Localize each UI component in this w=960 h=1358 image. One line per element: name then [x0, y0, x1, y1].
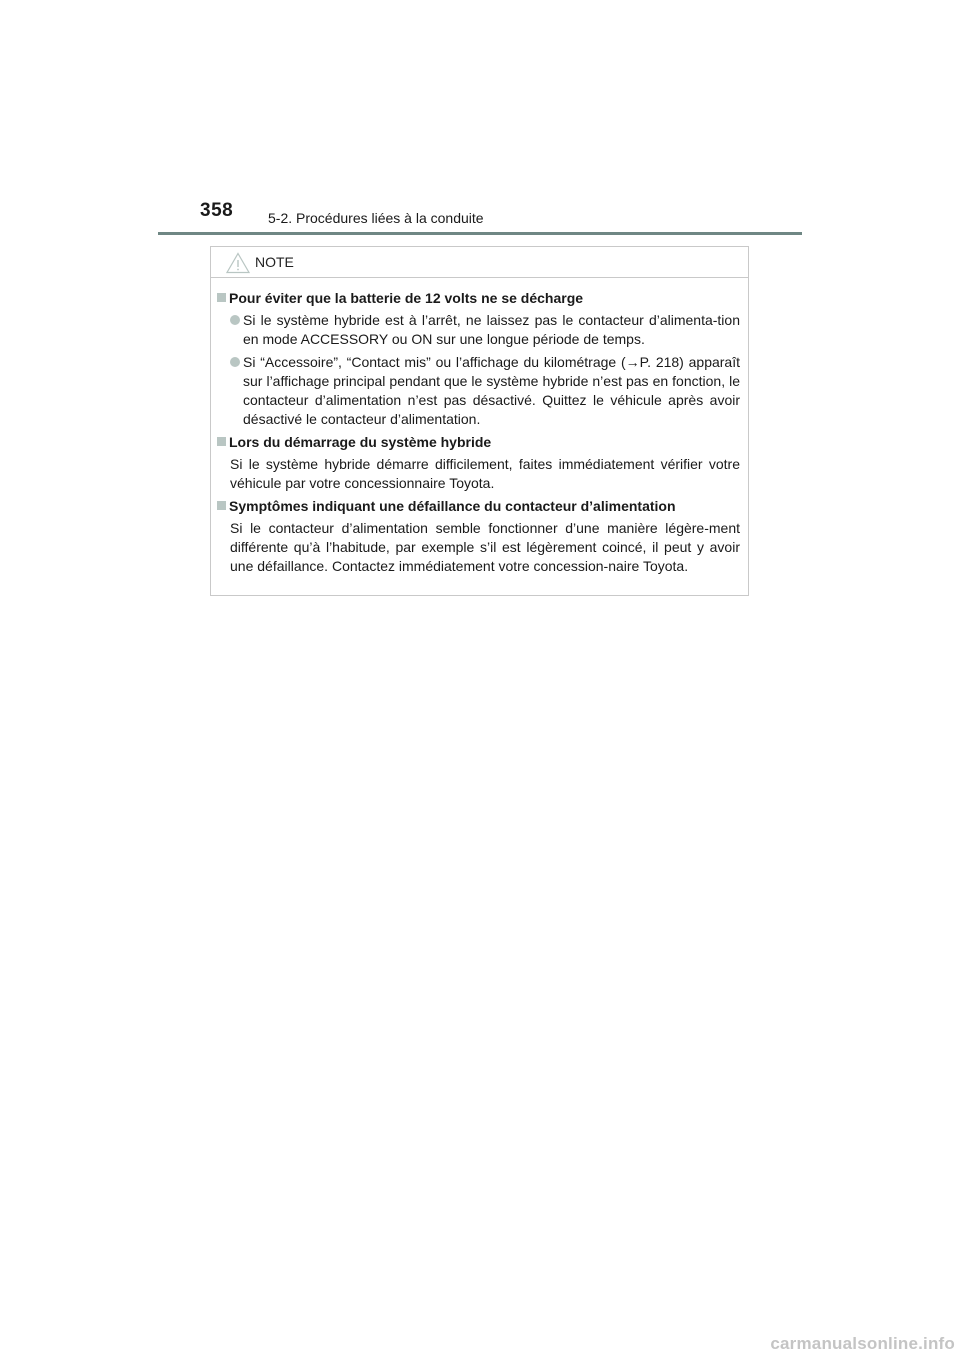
watermark: carmanualsonline.info [770, 1334, 955, 1353]
section-text: Si le contacteur d’alimentation semble fonctionner d’une manière légère-ment différente qu’à l’habitude, par exemple s’il est légèrement coincé, il peut y avoir une défaillance. Contactez immédiatement votre concession-naire Toyota. [230, 520, 740, 574]
section-text: Si le système hybride démarre difficilement, faites immédiatement vérifier votre véhicule par votre concessionnaire Toyota. [230, 456, 740, 491]
bullet-item: Si le système hybride est à l’arrêt, ne laissez pas le contacteur d’alimenta-tion en mode ACCESSORY ou ON sur une longue période de temps. [217, 311, 740, 349]
header-rule [158, 232, 802, 235]
bullet-item: Si “Accessoire”, “Contact mis” ou l’affichage du kilométrage (→P. 218) apparaît sur l’affichage principal pendant que le système hybride n’est pas en fonction, le contacteur d’alimentation n’est pas désactivé. Quittez le véhicule après avoir désactivé le contacteur d’alimentation. [217, 353, 740, 429]
section-switch-malfunction [217, 497, 740, 576]
square-bullet-icon [217, 293, 226, 302]
note-body [211, 278, 748, 580]
square-bullet-icon [217, 437, 226, 446]
round-bullet-icon [230, 315, 240, 325]
section-battery [217, 289, 740, 429]
note-box [210, 246, 749, 596]
section-title: Symptômes indiquant une défaillance du contacteur d’alimentation [217, 497, 740, 516]
warning-triangle-icon [226, 252, 250, 274]
note-label: NOTE [255, 254, 294, 270]
note-header [211, 247, 748, 278]
section-starting [217, 433, 740, 493]
square-bullet-icon [217, 501, 226, 510]
section-title: Pour éviter que la batterie de 12 volts ne se décharge [217, 289, 740, 308]
round-bullet-icon [230, 357, 240, 367]
page-number: 358 [200, 200, 234, 221]
section-title: Lors du démarrage du système hybride [217, 433, 740, 452]
running-head: 5-2. Procédures liées à la conduite [268, 210, 484, 226]
